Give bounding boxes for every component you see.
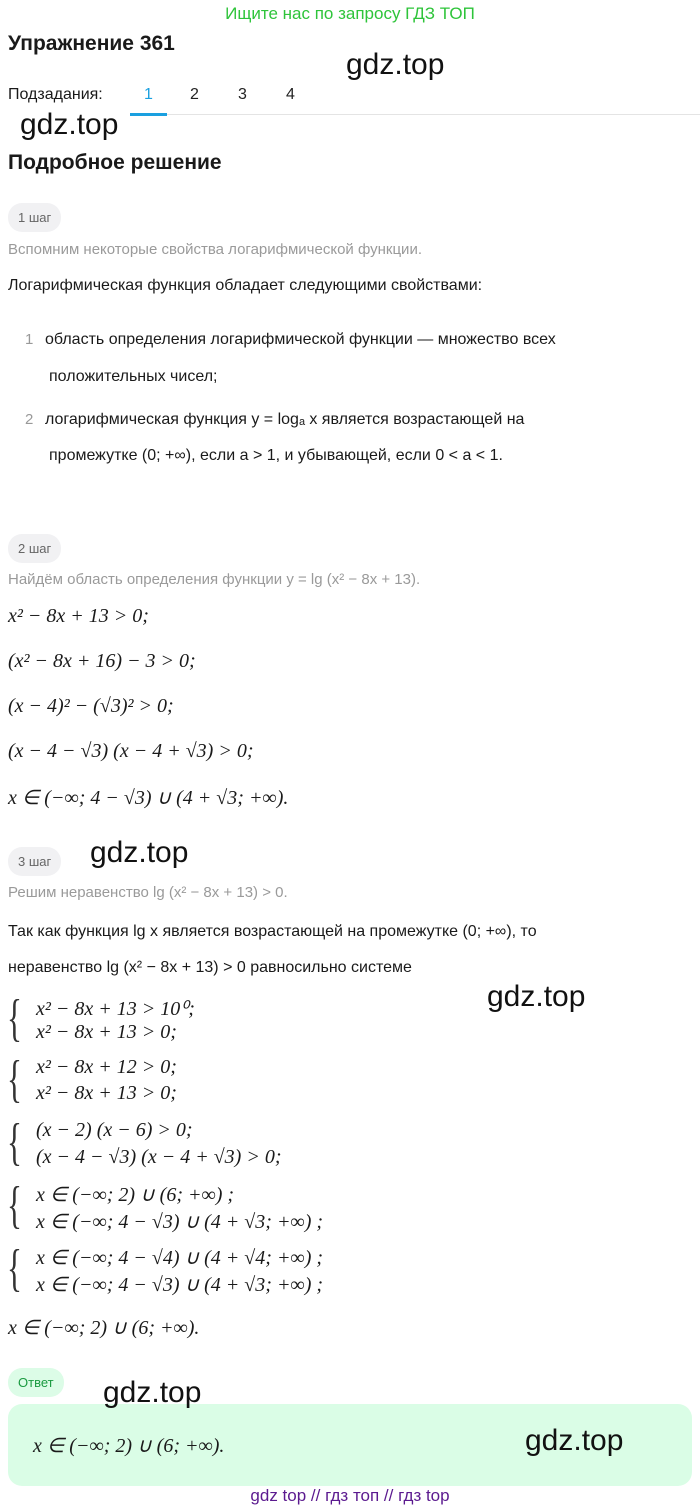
answer-value: x ∈ (−∞; 2) ∪ (6; +∞). bbox=[33, 1435, 225, 1457]
list-item-cont: промежутке (0; +∞), если a > 1, и убывающей, если 0 < a < 1. bbox=[49, 447, 503, 464]
math-line: x ∈ (−∞; 2) ∪ (6; +∞) ; bbox=[36, 1184, 235, 1206]
math-line: x² − 8x + 13 > 0; bbox=[8, 605, 149, 627]
tab-subtask-2[interactable]: 2 bbox=[190, 86, 199, 103]
list-item: область определения логарифмической функции — множество всех bbox=[45, 331, 556, 348]
math-line: x² − 8x + 13 > 0; bbox=[36, 1021, 177, 1043]
tab-subtask-1[interactable]: 1 bbox=[144, 86, 153, 103]
subtasks-label: Подзадания: bbox=[8, 86, 103, 103]
system-brace: { bbox=[6, 1051, 22, 1108]
watermark: gdz.top bbox=[90, 836, 189, 869]
math-line: x² − 8x + 12 > 0; bbox=[36, 1056, 177, 1078]
math-line: (x − 4)² − (√3)² > 0; bbox=[8, 695, 174, 717]
math-result: x ∈ (−∞; 2) ∪ (6; +∞). bbox=[8, 1317, 200, 1339]
step-text: Так как функция lg x является возрастающей на промежутке (0; +∞), то bbox=[8, 923, 537, 940]
list-item-cont: положительных чисел; bbox=[49, 368, 218, 385]
footer-links: gdz top // гдз топ // гдз top bbox=[250, 1486, 450, 1505]
math-line: x² − 8x + 13 > 0; bbox=[36, 1082, 177, 1104]
watermark: gdz.top bbox=[346, 48, 445, 81]
math-line: (x − 2) (x − 6) > 0; bbox=[36, 1119, 193, 1141]
math-line: x² − 8x + 13 > 10⁰; bbox=[36, 998, 195, 1020]
system-brace: { bbox=[6, 1240, 22, 1297]
list-number: 1 bbox=[25, 331, 34, 348]
watermark: gdz.top bbox=[20, 108, 119, 141]
math-line: (x − 4 − √3) (x − 4 + √3) > 0; bbox=[8, 740, 254, 762]
step-intro: Решим неравенство lg (x² − 8x + 13) > 0. bbox=[8, 884, 288, 901]
list-item: логарифмическая функция y = logₐ x является возрастающей на bbox=[45, 411, 525, 428]
step-intro: Найдём область определения функции y = lg (x² − 8x + 13). bbox=[8, 571, 421, 588]
math-line: (x − 4 − √3) (x − 4 + √3) > 0; bbox=[36, 1146, 282, 1168]
tab-subtask-4[interactable]: 4 bbox=[286, 86, 295, 103]
active-tab-indicator bbox=[130, 113, 167, 116]
tabs-divider bbox=[130, 114, 700, 115]
math-line: x ∈ (−∞; 4 − √4) ∪ (4 + √4; +∞) ; bbox=[36, 1247, 324, 1269]
solution-heading: Подробное решение bbox=[8, 151, 222, 174]
tab-subtask-3[interactable]: 3 bbox=[238, 86, 247, 103]
watermark: gdz.top bbox=[103, 1376, 202, 1409]
list-number: 2 bbox=[25, 411, 34, 428]
watermark: gdz.top bbox=[525, 1424, 624, 1457]
math-line: x ∈ (−∞; 4 − √3) ∪ (4 + √3; +∞) ; bbox=[36, 1274, 324, 1296]
system-brace: { bbox=[6, 1177, 22, 1234]
answer-badge: Ответ bbox=[8, 1368, 64, 1397]
math-line: x ∈ (−∞; 4 − √3) ∪ (4 + √3; +∞). bbox=[8, 787, 289, 809]
page-title: Упражнение 361 bbox=[8, 32, 175, 55]
system-brace: { bbox=[6, 990, 22, 1047]
step-badge: 2 шаг bbox=[8, 534, 61, 563]
step-text: неравенство lg (x² − 8x + 13) > 0 равносильно системе bbox=[8, 959, 412, 976]
math-line: (x² − 8x + 16) − 3 > 0; bbox=[8, 650, 196, 672]
step-text: Логарифмическая функция обладает следующими свойствами: bbox=[8, 277, 483, 294]
step-intro: Вспомним некоторые свойства логарифмической функции. bbox=[8, 241, 422, 258]
system-brace: { bbox=[6, 1114, 22, 1171]
math-line: x ∈ (−∞; 4 − √3) ∪ (4 + √3; +∞) ; bbox=[36, 1211, 324, 1233]
step-badge: 3 шаг bbox=[8, 847, 61, 876]
step-badge: 1 шаг bbox=[8, 203, 61, 232]
watermark: gdz.top bbox=[487, 980, 586, 1013]
search-banner: Ищите нас по запросу ГДЗ ТОП bbox=[225, 4, 475, 23]
